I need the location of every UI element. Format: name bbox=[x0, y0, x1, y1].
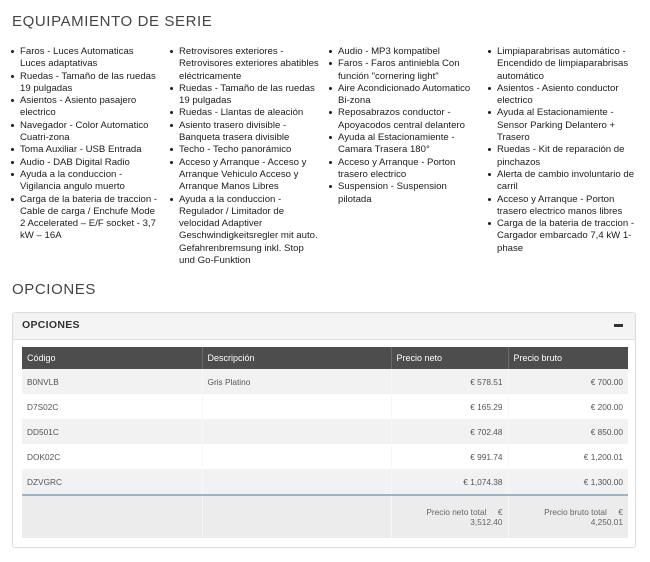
equipment-item: Reposabrazos conductor - Apoyacodos central delantero bbox=[338, 107, 485, 132]
collapse-minus-icon[interactable] bbox=[614, 324, 623, 327]
equipment-item: Carga de la bateria de traccion - Cable de carga / Enchufe Mode 2 Accelerated – E/F socket - 3,7 kW – 16A bbox=[20, 194, 167, 243]
cell-precio-neto: € 578.51 bbox=[391, 369, 508, 394]
cell-codigo: D7S02C bbox=[22, 394, 202, 419]
total-neto-label: Precio neto total bbox=[426, 507, 487, 517]
cell-precio-bruto: € 850.00 bbox=[508, 419, 628, 444]
total-neto-value: € 3,512.40 bbox=[470, 507, 503, 527]
equipment-item: Ruedas - Kit de reparación de pinchazos bbox=[497, 144, 644, 169]
column-header-precio-bruto[interactable]: Precio bruto bbox=[508, 347, 628, 369]
column-header-descripcion[interactable]: Descripción bbox=[202, 347, 391, 369]
opciones-panel bbox=[12, 312, 636, 548]
cell-codigo: B0NVLB bbox=[22, 369, 202, 394]
equipment-item: Asientos - Asiento conductor electrico bbox=[497, 83, 644, 108]
equipamiento-column bbox=[326, 46, 485, 267]
equipment-item: Ayuda a la conduccion - Regulador / Limitador de velocidad Adaptiver Geschwindigkeitsregler mit auto. Gefahrenbremsung inkl. Stop und Go-Funktion bbox=[179, 194, 326, 268]
opciones-table bbox=[22, 347, 628, 538]
cell-precio-bruto: € 700.00 bbox=[508, 369, 628, 394]
cell-codigo: DZVGRC bbox=[22, 469, 202, 495]
equipment-item: Retrovisores exteriores - Retrovisores exteriores abatibles eléctricamente bbox=[179, 46, 326, 83]
column-header-codigo[interactable]: Código bbox=[22, 347, 202, 369]
table-row bbox=[22, 369, 628, 394]
total-neto-cell bbox=[391, 495, 508, 538]
equipment-item: Navegador - Color Automatico Cuatri-zona bbox=[20, 120, 167, 145]
equipment-item: Audio - DAB Digital Radio bbox=[20, 157, 167, 169]
equipment-item: Aire Acondicionado Automatico Bi-zona bbox=[338, 83, 485, 108]
equipment-item: Faros - Faros antiniebla Con función "cornering light" bbox=[338, 58, 485, 83]
total-bruto-cell bbox=[508, 495, 628, 538]
cell-precio-bruto: € 1,200.01 bbox=[508, 444, 628, 469]
cell-precio-neto: € 702.48 bbox=[391, 419, 508, 444]
equipment-item: Alerta de cambio involuntario de carril bbox=[497, 169, 644, 194]
equipment-item: Ruedas - Tamaño de las ruedas 19 pulgadas bbox=[179, 83, 326, 108]
cell-descripcion bbox=[202, 444, 391, 469]
table-header-row bbox=[22, 347, 628, 369]
equipment-item: Toma Auxiliar - USB Entrada bbox=[20, 144, 167, 156]
equipamiento-column bbox=[8, 46, 167, 267]
table-row bbox=[22, 444, 628, 469]
equipment-item: Acceso y Arranque - Acceso y Arranque Vehiculo Acceso y Arranque Manos Libres bbox=[179, 157, 326, 194]
opciones-panel-header[interactable] bbox=[13, 313, 635, 340]
table-row bbox=[22, 419, 628, 444]
table-row bbox=[22, 469, 628, 495]
equipment-item: Ruedas - Tamaño de las ruedas 19 pulgadas bbox=[20, 71, 167, 96]
equipment-item: Suspension - Suspension pilotada bbox=[338, 181, 485, 206]
total-bruto-value: € 4,250.01 bbox=[590, 507, 623, 527]
cell-descripcion: Gris Platino bbox=[202, 369, 391, 394]
equipamiento-column bbox=[167, 46, 326, 267]
equipment-item: Acceso y Arranque - Porton trasero electrico manos libres bbox=[497, 194, 644, 219]
opciones-panel-title: OPCIONES bbox=[22, 319, 80, 331]
opciones-heading: OPCIONES bbox=[12, 281, 96, 298]
equipment-item: Acceso y Arranque - Porton trasero electrico bbox=[338, 157, 485, 182]
column-header-precio-neto[interactable]: Precio neto bbox=[391, 347, 508, 369]
equipment-item: Asiento trasero divisible - Banqueta trasera divisible bbox=[179, 120, 326, 145]
equipment-item: Limpiaparabrisas automático - Encendido de limpiaparabrisas automático bbox=[497, 46, 644, 83]
cell-descripcion bbox=[202, 419, 391, 444]
table-row bbox=[22, 394, 628, 419]
equipamiento-list bbox=[8, 46, 644, 267]
equipamiento-title: EQUIPAMIENTO DE SERIE bbox=[12, 13, 213, 30]
equipment-item: Carga de la bateria de traccion - Cargador embarcado 7,4 kW 1-phase bbox=[497, 218, 644, 255]
total-bruto-label: Precio bruto total bbox=[544, 507, 607, 517]
cell-codigo: DD501C bbox=[22, 419, 202, 444]
equipment-item: Ayuda al Estacionamiente - Sensor Parking Delantero + Trasero bbox=[497, 107, 644, 144]
equipment-item: Asientos - Asiento pasajero electrico bbox=[20, 95, 167, 120]
equipment-item: Ayuda a la conduccion - Vigilancia angulo muerto bbox=[20, 169, 167, 194]
cell-codigo: DOK02C bbox=[22, 444, 202, 469]
equipment-item: Ruedas - Llantas de aleación bbox=[179, 107, 326, 119]
cell-precio-bruto: € 1,300.00 bbox=[508, 469, 628, 495]
cell-precio-neto: € 165.29 bbox=[391, 394, 508, 419]
equipment-item: Audio - MP3 kompatibel bbox=[338, 46, 485, 58]
cell-descripcion bbox=[202, 469, 391, 495]
table-totals-row bbox=[22, 495, 628, 538]
cell-precio-bruto: € 200.00 bbox=[508, 394, 628, 419]
cell-descripcion bbox=[202, 394, 391, 419]
cell-precio-neto: € 1,074.38 bbox=[391, 469, 508, 495]
equipment-item: Faros - Luces Automaticas Luces adaptativas bbox=[20, 46, 167, 71]
equipamiento-column bbox=[485, 46, 644, 267]
cell-precio-neto: € 991.74 bbox=[391, 444, 508, 469]
equipment-item: Techo - Techo panorámico bbox=[179, 144, 326, 156]
equipment-item: Ayuda al Estacionamiente - Camara Trasera 180° bbox=[338, 132, 485, 157]
